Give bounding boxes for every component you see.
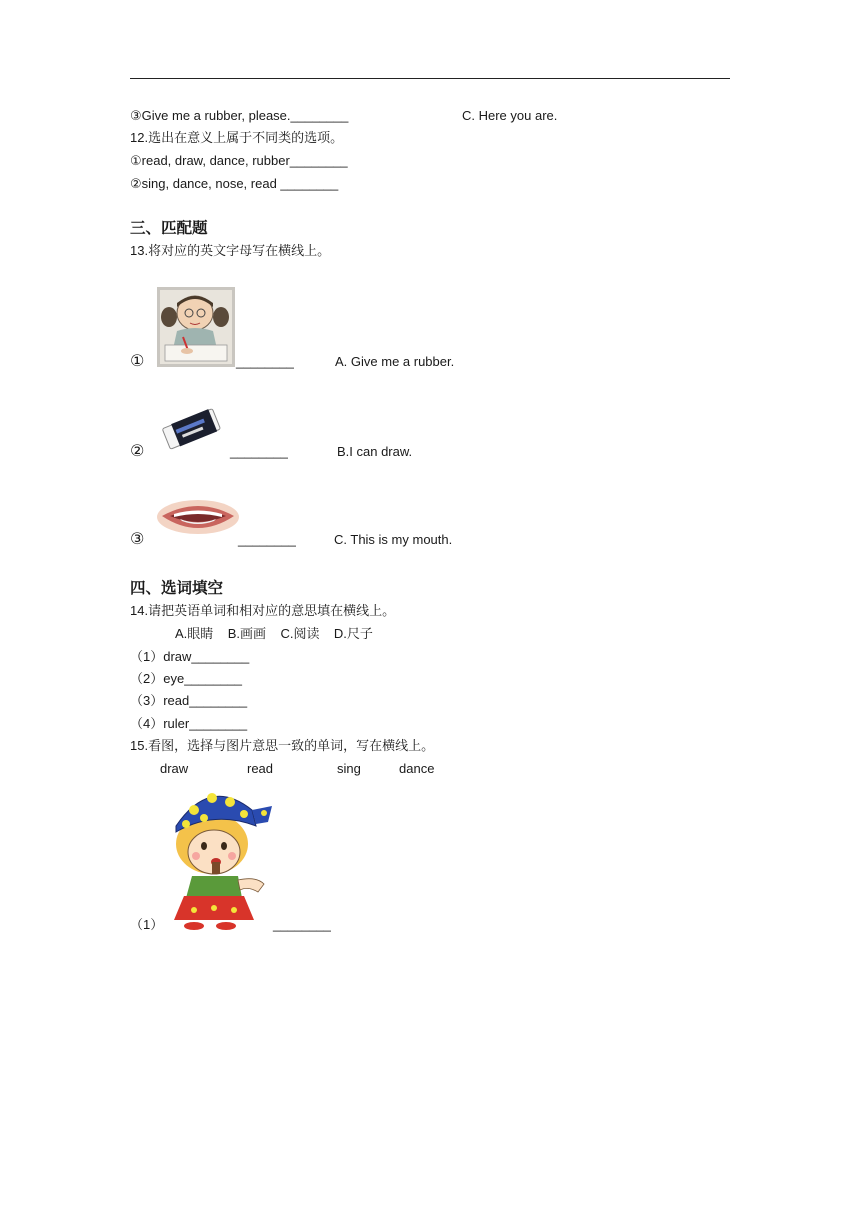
q13-row3-blank[interactable]: ________	[238, 532, 296, 547]
q15-item1-blank[interactable]: ________	[273, 917, 331, 932]
q13-row2-blank[interactable]: ________	[230, 444, 288, 459]
q12-prompt: 12.选出在意义上属于不同类的选项。	[130, 130, 344, 145]
rubber-eraser-picture	[158, 402, 224, 454]
q14-item2: （2）eye________	[130, 671, 243, 686]
q13-option-b: B.I can draw.	[337, 444, 413, 459]
q14-prompt: 14.请把英语单词和相对应的意思填在横线上。	[130, 603, 396, 618]
q12-item1: ①read, draw, dance, rubber________	[130, 153, 348, 168]
q13-row2-num: ②	[130, 443, 145, 460]
q15-item1-label: （1）	[130, 917, 164, 932]
q15-word-2: read	[247, 761, 274, 776]
q15-word-3: sing	[337, 761, 361, 776]
q15-prompt: 15.看图，选择与图片意思一致的单词，写在横线上。	[130, 738, 435, 753]
girl-drawing-picture	[157, 287, 235, 367]
q11-option-c: C. Here you are.	[462, 108, 558, 123]
q13-option-c: C. This is my mouth.	[334, 532, 453, 547]
q13-option-a: A. Give me a rubber.	[335, 354, 455, 369]
q11-item3: ③Give me a rubber, please.________	[130, 108, 349, 123]
q14-item4: （4）ruler________	[130, 716, 248, 731]
q12-item2: ②sing, dance, nose, read ________	[130, 176, 339, 191]
header-rule	[130, 78, 730, 79]
q13-row3-num: ③	[130, 531, 145, 548]
section4-title: 四、选词填空	[130, 579, 224, 597]
q13-row1-num: ①	[130, 353, 145, 370]
q13-row1-blank[interactable]: ________	[236, 354, 294, 369]
singing-girl-picture	[164, 780, 276, 932]
q15-word-1: draw	[160, 761, 189, 776]
q14-item3: （3）read________	[130, 693, 248, 708]
q13-prompt: 13.将对应的英文字母写在横线上。	[130, 243, 331, 258]
q14-options: A.眼睛 B.画画 C.阅读 D.尺子	[175, 626, 373, 641]
q15-word-4: dance	[399, 761, 435, 776]
section3-title: 三、匹配题	[130, 219, 208, 237]
q14-item1: （1）draw________	[130, 649, 250, 664]
mouth-picture	[156, 496, 240, 538]
